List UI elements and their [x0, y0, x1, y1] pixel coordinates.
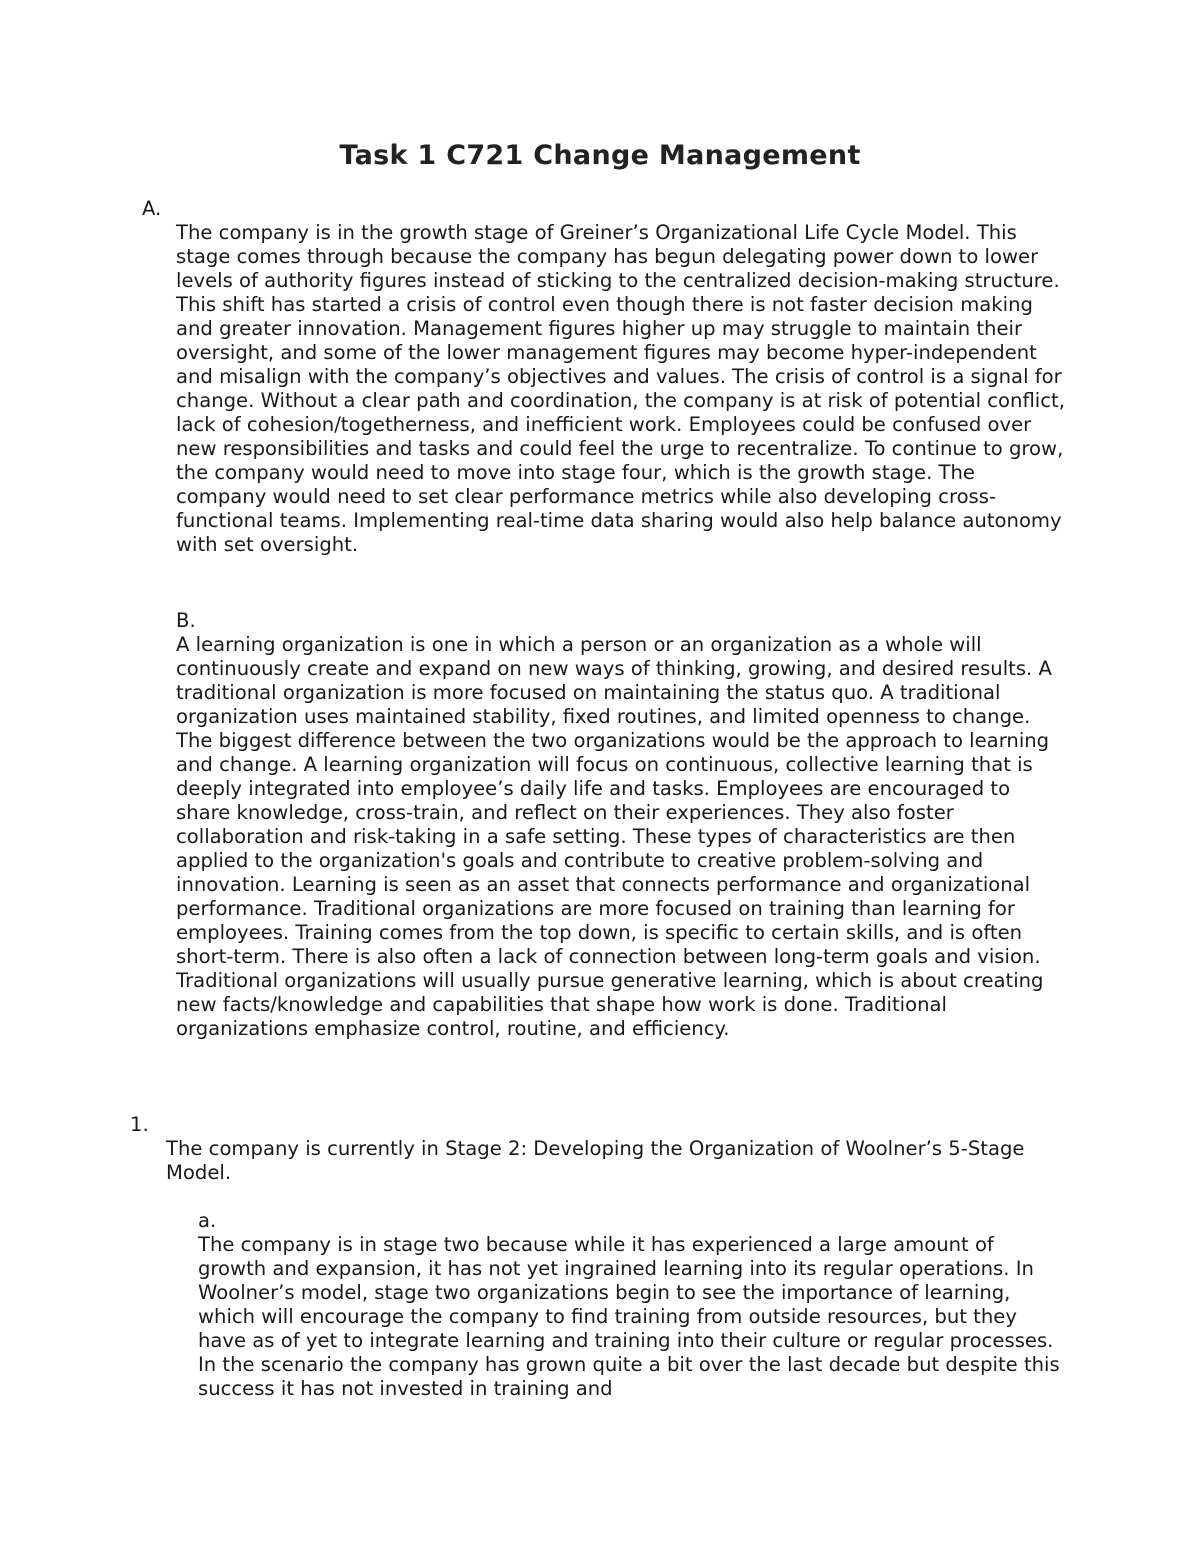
section-b-paragraph: A learning organization is one in which a person or an organization as a whole will continuously create and expand on new ways of thinking, growing, and desired results. A traditional organization is more focused on maintaining the status quo. A traditional organization uses maintained stability, fixed routines, and limited openness to change. The biggest difference between the two organizations would be the approach to learning and change. A learning organization will focus on continuous, collective learning that is deeply integrated into employee’s daily life and tasks. Employees are encouraged to share knowledge, cross-train, and reflect on their experiences. They also foster collaboration and risk-taking in a safe setting. These types of characteristics are then applied to the organization's goals and contribute to creative problem-solving and innovation. Learning is seen as an asset that connects performance and organizational performance. Traditional organizations are more focused on training than learning for employees. Training comes from the top down, is specific to certain skills, and is often short-term. There is also often a lack of connection between long-term goals and vision. Traditional organizations will usually pursue generative learning, which is about creating new facts/knowledge and capabilities that shape how work is done. Traditional organizations emphasize control, routine, and efficiency.	[176, 633, 1052, 1040]
section-a-paragraph: The company is in the growth stage of Greiner’s Organizational Life Cycle Model. This stage comes through because the company has begun delegating power down to lower levels of authority figures instead of sticking to the centralized decision-making structure. This shift has started a crisis of control even though there is not faster decision making and greater innovation. Management figures higher up may struggle to maintain their oversight, and some of the lower management figures may become hyper-independent and misalign with the company’s objectives and values. The crisis of control is a signal for change. Without a clear path and coordination, the company is at risk of potential conflict, lack of cohesion/togetherness, and inefficient work. Employees could be confused over new responsibilities and tasks and could feel the urge to recentralize. To continue to grow, the company would need to move into stage four, which is the growth stage. The company would need to set clear performance metrics while also developing cross-functional teams. Implementing real-time data sharing would also help balance autonomy with set oversight.	[176, 221, 1065, 556]
section-b	[176, 609, 1076, 1041]
section-a	[140, 197, 1065, 557]
section-b-marker: B.	[176, 609, 196, 632]
section-1a	[198, 1209, 1068, 1401]
section-1	[130, 1113, 1050, 1185]
section-1-paragraph: The company is currently in Stage 2: Developing the Organization of Woolner’s 5-Stage Model.	[166, 1137, 1025, 1184]
section-a-marker: A.	[142, 197, 162, 220]
section-1a-marker: a.	[198, 1209, 217, 1232]
document-title: Task 1 C721 Change Management	[339, 140, 861, 171]
section-1a-paragraph: The company is in stage two because while it has experienced a large amount of growth and expansion, it has not yet ingrained learning into its regular operations. In Woolner’s model, stage two organizations begin to see the importance of learning, which will encourage the company to find training from outside resources, but they have as of yet to integrate learning and training into their culture or regular processes. In the scenario the company has grown quite a bit over the last decade but despite this success it has not invested in training and	[198, 1233, 1060, 1400]
section-1-marker: 1.	[130, 1113, 149, 1136]
